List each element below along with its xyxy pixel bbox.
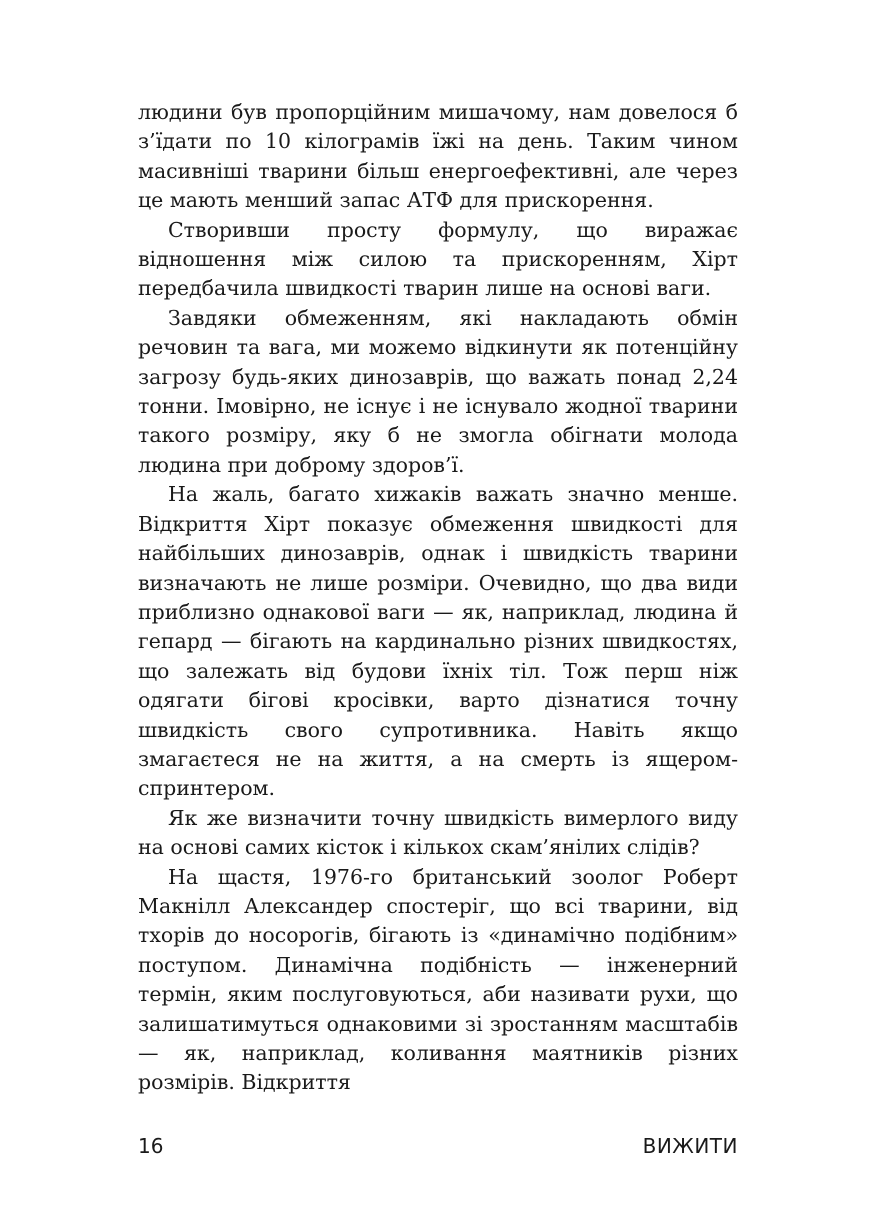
paragraph-4: На жаль, багато хижаків важать значно менше. Відкриття Хірт показує обмеження швидкості для найбільших динозаврів, однак і швидкість тварини визначають не лише розміри. Очевидно, що два види приблизно однакової ваги — як, наприклад, людина й гепард — бігають на кардинально різних швидкостях, що залежать від будови їхніх тіл. Тож перш ніж одягати бігові кросівки, варто дізнатися точну швидкість свого супротивника. Навіть якщо змагаєтеся не на життя, а на смерть із ящером-спринтером.: [138, 482, 738, 801]
paragraph-6: На щастя, 1976-го британський зоолог Роберт Макнілл Александер спостеріг, що всі тварини, від тхорів до носорогів, бігають із «динамічно подібним» поступом. Динамічна подібність — інженерний термін, яким послуговуються, аби називати рухи, що залишатимуться однаковими зі зростанням масштабів — як, наприклад, коливання маятників різних розмірів. Відкриття: [138, 864, 738, 1095]
page-number: 16: [138, 1134, 164, 1158]
body-text: [138, 98, 738, 1098]
page-footer: [138, 1134, 738, 1164]
paragraph-1: людини був пропорційним мишачому, нам довелося б з’їдати по 10 кілограмів їжі на день. Таким чином масивніші тварини більш енергоефективні, але через це мають менший запас АТФ для прискорення.: [138, 100, 738, 213]
paragraph-3: Завдяки обмеженням, які накладають обмін речовин та вага, ми можемо відкинути як потенційну загрозу будь-яких динозаврів, що важать понад 2,24 тонни. Імовірно, не існує і не існувало жодної тварини такого розміру, яку б не змогла обігнати молода людина при доброму здоров’ї.: [138, 305, 738, 477]
paragraph-2: Створивши просту формулу, що виражає відношення між силою та прискоренням, Хірт передбачила швидкості тварин лише на основі ваги.: [138, 217, 738, 301]
running-head: ВИЖИТИ: [642, 1134, 738, 1158]
paragraph-5: Як же визначити точну швидкість вимерлого виду на основі самих кісток і кількох скам’янілих слідів?: [138, 805, 738, 860]
